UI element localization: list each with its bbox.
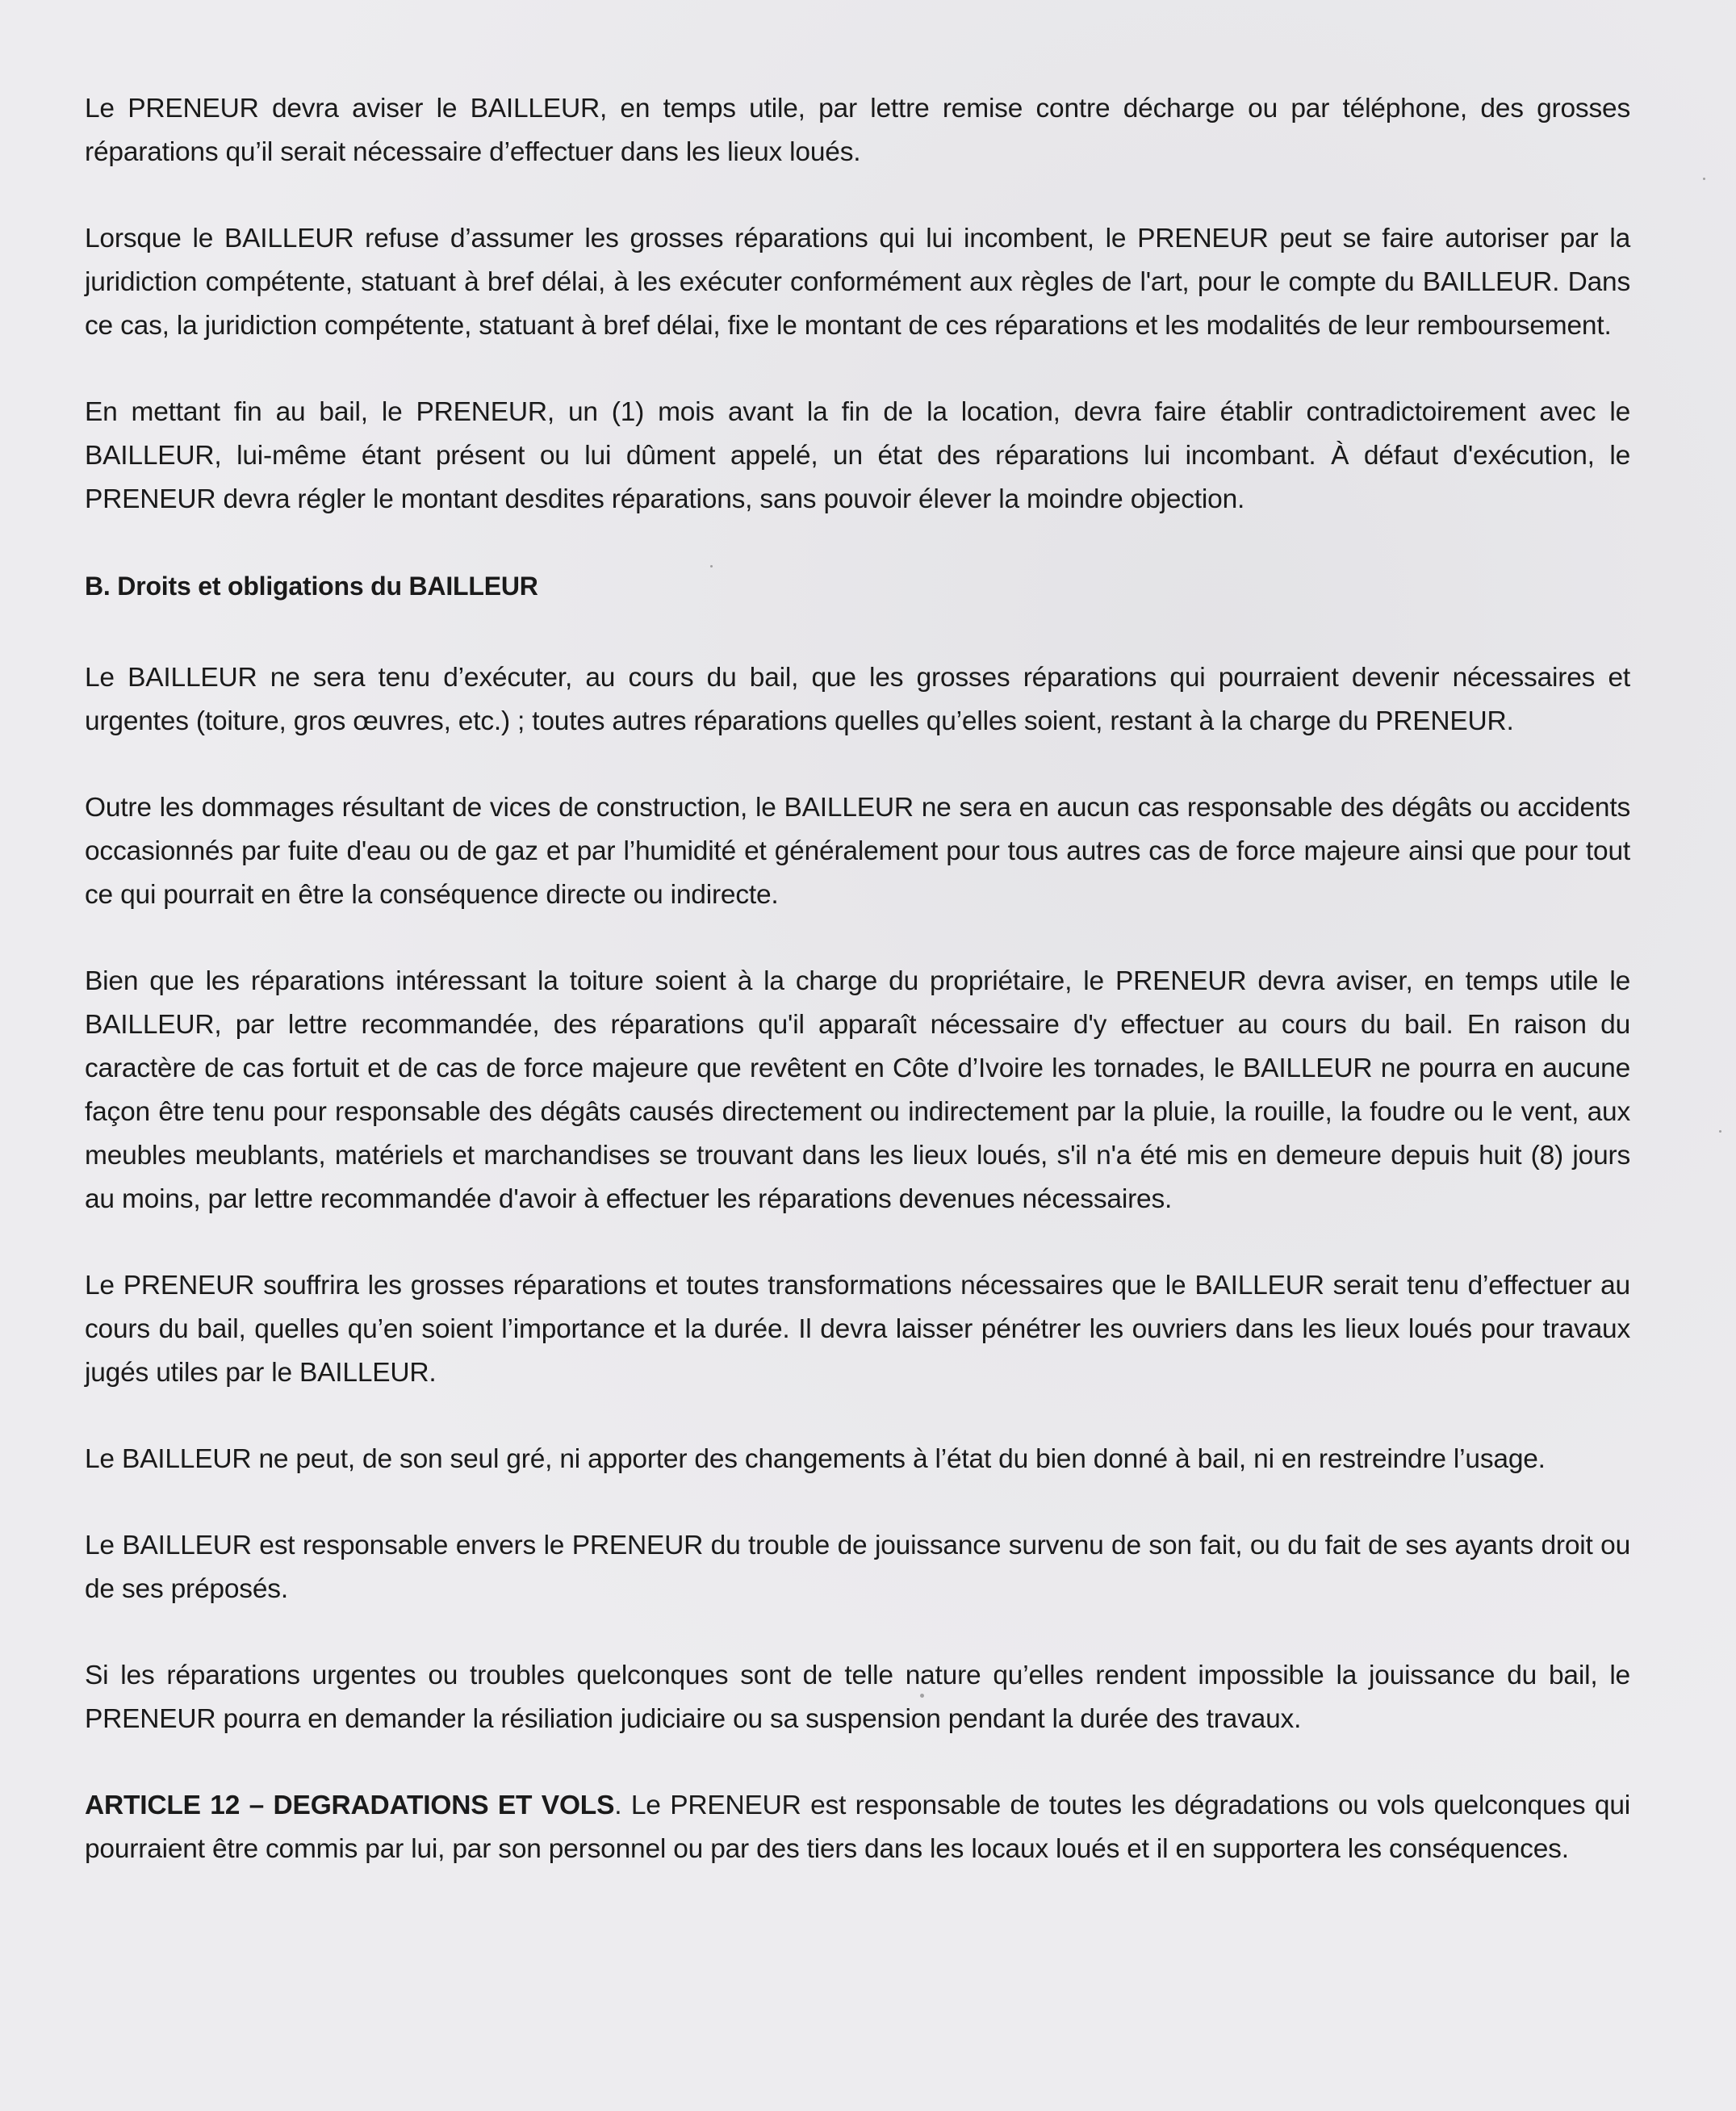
scan-speck <box>1703 178 1705 180</box>
document-body <box>85 87 1630 1914</box>
scan-speck <box>920 1694 924 1698</box>
scan-speck <box>1719 1130 1721 1133</box>
paragraph-grosses-reparations: Le BAILLEUR ne sera tenu d’exécuter, au cours du bail, que les grosses réparations qui pourraient devenir nécessaires et urgentes (toiture, gros œuvres, etc.) ; toutes autres réparations quelles qu’elles soient, restant à la charge du PRENEUR. <box>85 663 1630 736</box>
paragraph-preneur-souffrira: Le PRENEUR souffrira les grosses réparations et toutes transformations nécessaires que le BAILLEUR serait tenu d’effectuer au cours du bail, quelles qu’en soient l’importance et la durée. Il devra laisser pénétrer les ouvriers dans les lieux loués pour travaux jugés utiles par le BAILLEUR. <box>85 1271 1630 1388</box>
paragraph-preneur-aviser: Le PRENEUR devra aviser le BAILLEUR, en temps utile, par lettre remise contre décharge ou par téléphone, des grosses réparations qu’il serait nécessaire d’effectuer dans les lieux loués. <box>85 94 1630 167</box>
paragraph-vices-construction: Outre les dommages résultant de vices de construction, le BAILLEUR ne sera en aucun cas responsable des dégâts ou accidents occasionnés par fuite d'eau ou de gaz et par l’humidité et généralement pour tous autres cas de force majeure ainsi que pour tout ce qui pourrait en être la conséquence directe ou indirecte. <box>85 793 1630 910</box>
paragraph-resiliation: Si les réparations urgentes ou troubles quelconques sont de telle nature qu’elles rendent impossible la jouissance du bail, le PRENEUR pourra en demander la résiliation judiciaire ou sa suspension pendant la durée des travaux. <box>85 1661 1630 1734</box>
scan-speck <box>710 565 713 568</box>
article-12-title: ARTICLE 12 – DEGRADATIONS ET VOLS <box>85 1791 615 1820</box>
paragraph-trouble-jouissance: Le BAILLEUR est responsable envers le PRENEUR du trouble de jouissance survenu de son fait, ou du fait de ses ayants droit ou de ses préposés. <box>85 1531 1630 1604</box>
paragraph-changements: Le BAILLEUR ne peut, de son seul gré, ni apporter des changements à l’état du bien donné à bail, ni en restreindre l’usage. <box>85 1444 1546 1474</box>
article-12 <box>85 1784 1630 1871</box>
section-heading-b: B. Droits et obligations du BAILLEUR <box>85 572 538 601</box>
paragraph-refus-bailleur: Lorsque le BAILLEUR refuse d’assumer les grosses réparations qui lui incombent, le PRENEUR peut se faire autoriser par la juridiction compétente, statuant à bref délai, à les exécuter conformément aux règles de l'art, pour le compte du BAILLEUR. Dans ce cas, la juridiction compétente, statuant à bref délai, fixe le montant de ces réparations et les modalités de leur remboursement. <box>85 224 1630 341</box>
paragraph-toiture-tornades: Bien que les réparations intéressant la toiture soient à la charge du propriétaire, le PRENEUR devra aviser, en temps utile le BAILLEUR, par lettre recommandée, des réparations qu'il apparaît nécessaire d'y effectuer au cours du bail. En raison du caractère de cas fortuit et de cas de force majeure que revêtent en Côte d’Ivoire les tornades, le BAILLEUR ne pourra en aucune façon être tenu pour responsable des dégâts causés directement ou indirectement par la pluie, la rouille, la foudre ou le vent, aux meubles meublants, matériels et marchandises se trouvant dans les lieux loués, s'il n'a été mis en demeure depuis huit (8) jours au moins, par lettre recommandée d'avoir à effectuer les réparations devenues nécessaires. <box>85 966 1630 1214</box>
article-12-body: . Le PRENEUR est responsable de toutes les dégradations ou vols quelconques qui pourraient être commis par lui, par son personnel ou par des tiers dans les locaux loués et il en supportera les conséquences. <box>85 1791 1630 1864</box>
paragraph-fin-bail: En mettant fin au bail, le PRENEUR, un (1) mois avant la fin de la location, devra faire établir contradictoirement avec le BAILLEUR, lui-même étant présent ou lui dûment appelé, un état des réparations lui incombant. À défaut d'exécution, le PRENEUR devra régler le montant desdites réparations, sans pouvoir élever la moindre objection. <box>85 397 1630 514</box>
